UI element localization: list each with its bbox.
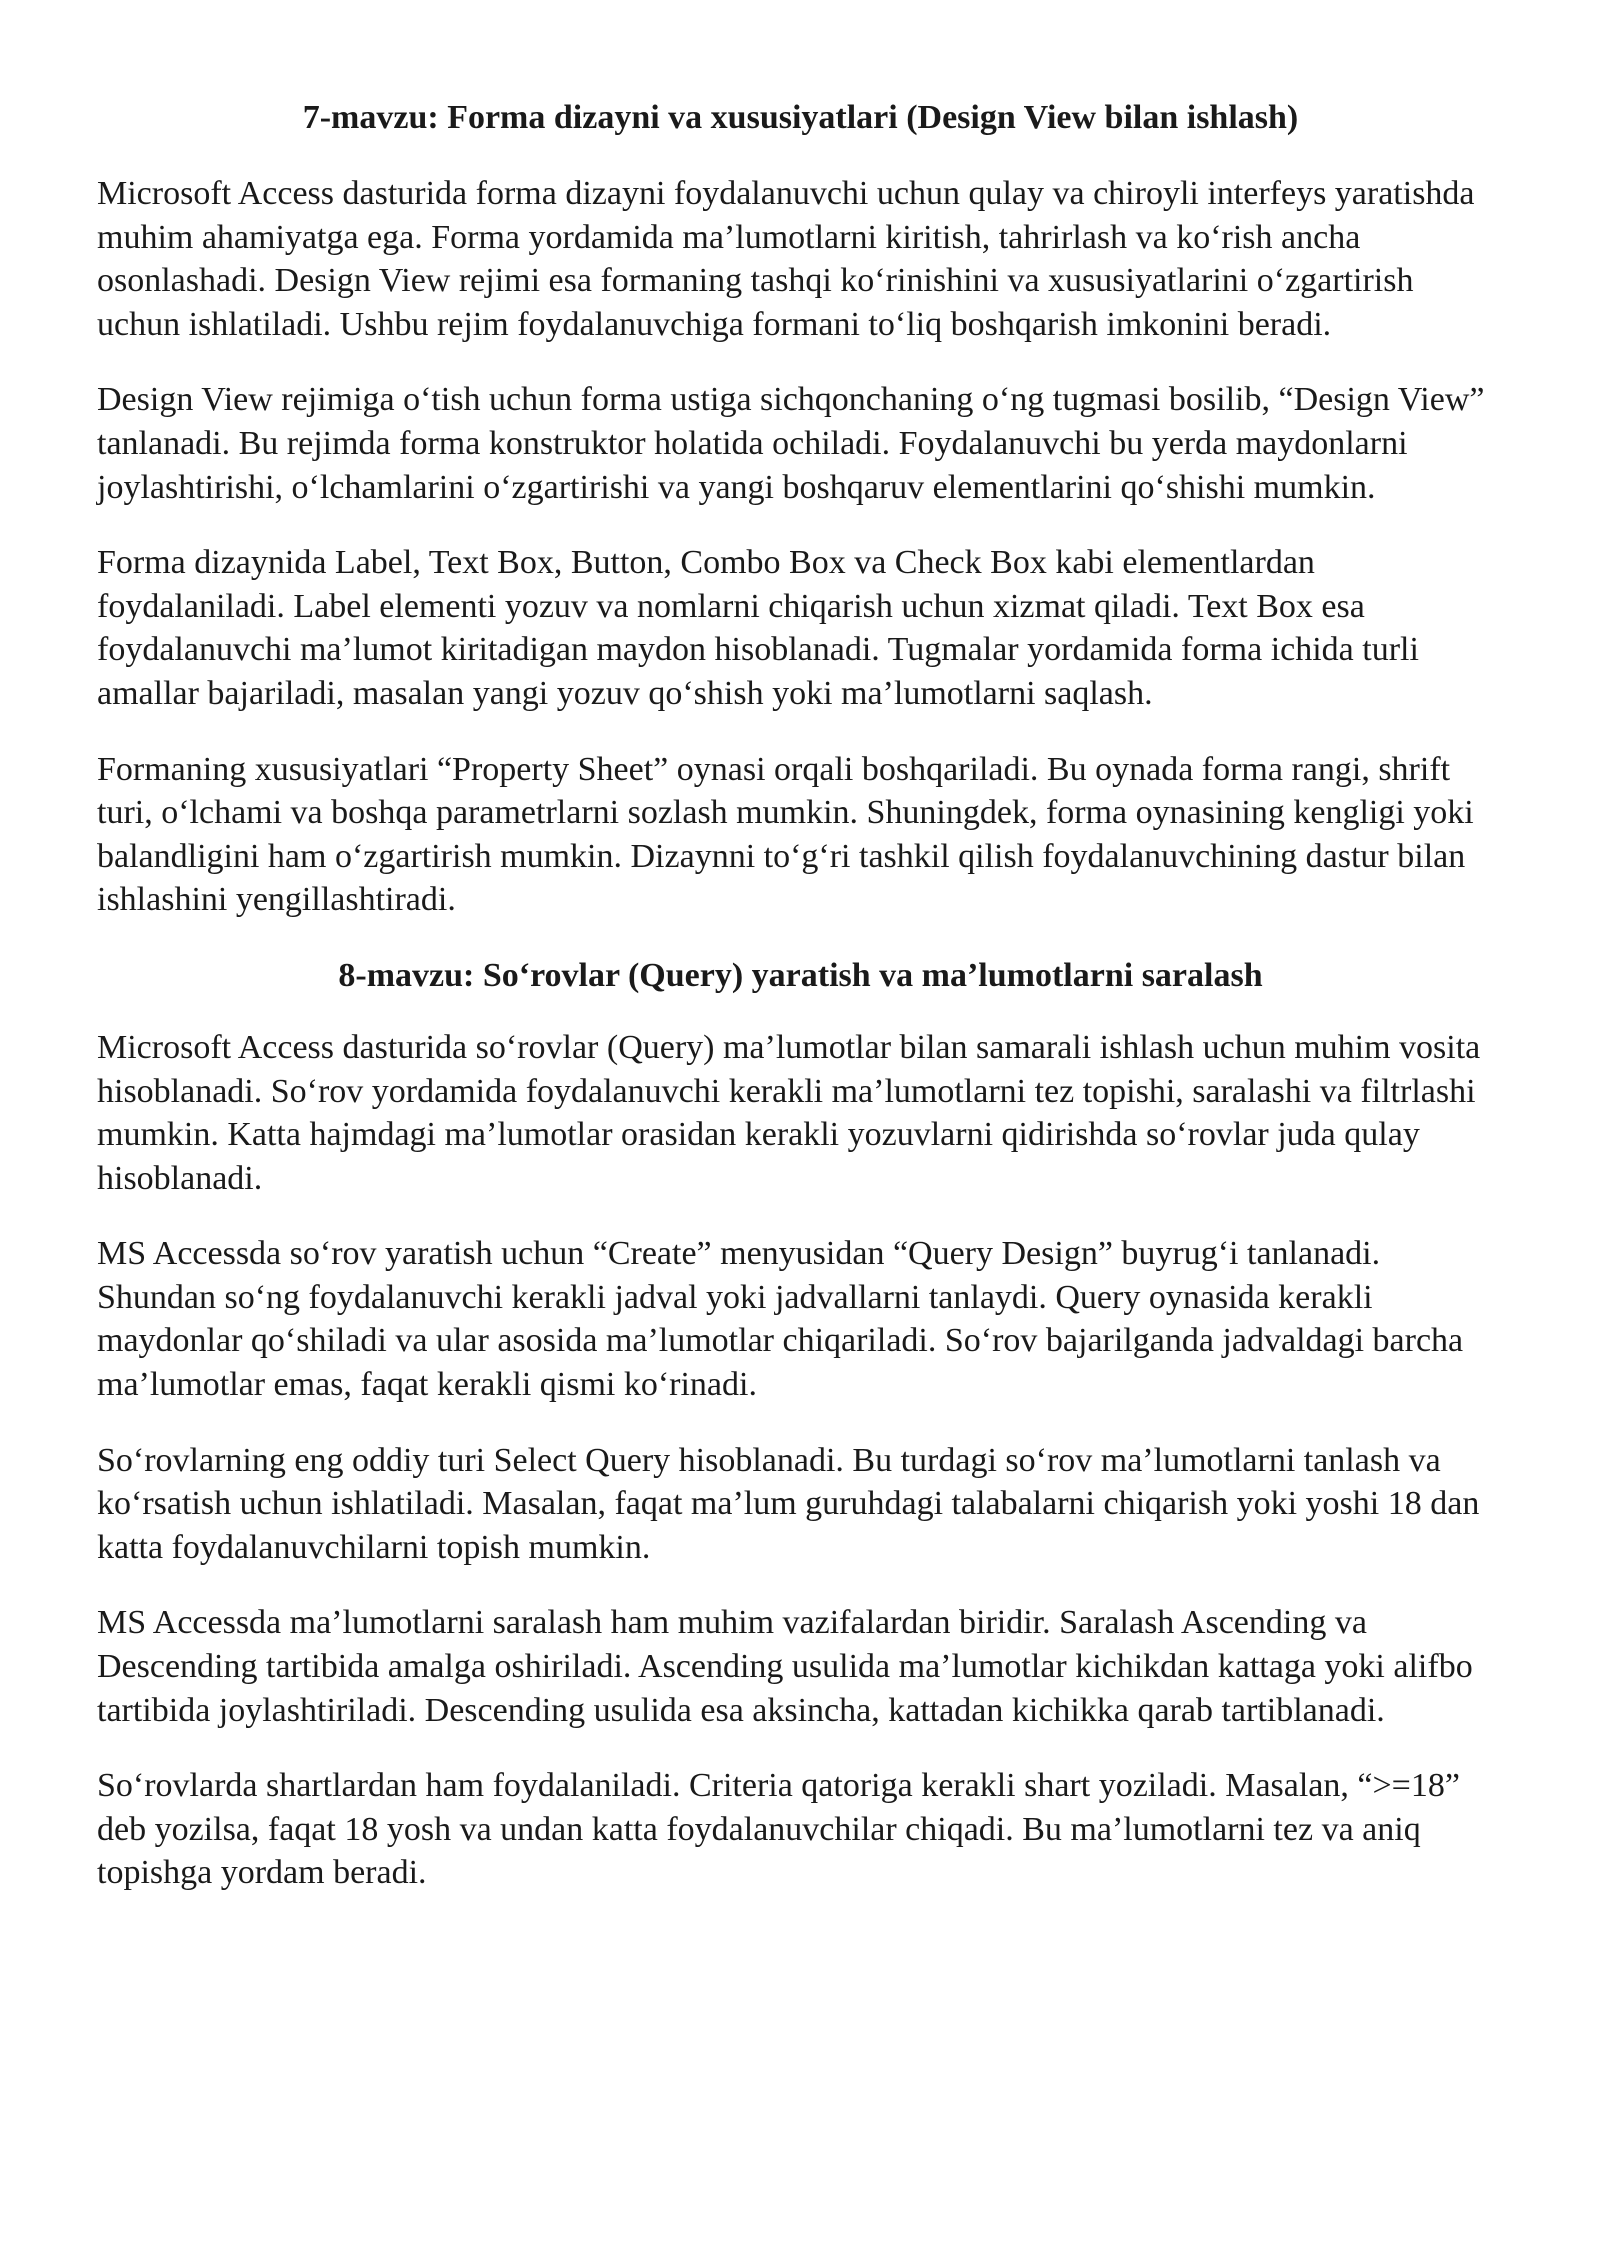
paragraph: So‘rovlarning eng oddiy turi Select Query hisoblanadi. Bu turdagi so‘rov ma’lumotlarni tanlash va ko‘rsatish uchun ishlatiladi. Masalan, faqat ma’lum guruhdagi talabalarni chiqarish yoki yoshi 18 dan katta foydalanuvchilarni topish mumkin. bbox=[97, 1441, 1480, 1566]
paragraph: So‘rovlarda shartlardan ham foydalaniladi. Criteria qatoriga kerakli shart yoziladi. Masalan, “>=18” deb yozilsa, faqat 18 yosh va undan katta foydalanuvchilar chiqadi. Bu ma’lumotlarni tez va aniq topishga yordam beradi. bbox=[97, 1767, 1460, 1892]
paragraph: MS Accessda ma’lumotlarni saralash ham muhim vazifalardan biridir. Saralash Ascending va Descending tartibida amalga oshiriladi. Ascending usulida ma’lumotlar kichikdan kattaga yoki alifbo tartibida joylashtiriladi. Descending usulida esa aksincha, kattadan kichikka qarab tartiblanadi. bbox=[97, 1604, 1473, 1729]
section-heading: 7-mavzu: Forma dizayni va xususiyatlari (Design View bilan ishlash) bbox=[302, 99, 1299, 136]
section-topic-8 bbox=[97, 954, 1504, 1895]
paragraph: Design View rejimiga o‘tish uchun forma ustiga sichqonchaning o‘ng tugmasi bosilib, “Design View” tanlanadi. Bu rejimda forma konstruktor holatida ochiladi. Foydalanuvchi bu yerda maydonlarni joylashtirishi, o‘lchamlarini o‘zgartirishi va yangi boshqaruv elementlarini qo‘shishi mumkin. bbox=[97, 381, 1485, 506]
paragraph: Microsoft Access dasturida so‘rovlar (Query) ma’lumotlar bilan samarali ishlash uchun muhim vosita hisoblanadi. So‘rov yordamida foydalanuvchi kerakli ma’lumotlarni tez topishi, saralashi va filtrlashi mumkin. Katta hajmdagi ma’lumotlar orasidan kerakli yozuvlarni qidirishda so‘rovlar juda qulay hisoblanadi. bbox=[97, 1028, 1481, 1197]
section-topic-7 bbox=[97, 96, 1504, 922]
section-heading: 8-mavzu: So‘rovlar (Query) yaratish va ma’lumotlarni saralash bbox=[338, 956, 1263, 994]
paragraph: Formaning xususiyatlari “Property Sheet” oynasi orqali boshqariladi. Bu oynada forma rangi, shrift turi, o‘lchami va boshqa parametrlarni sozlash mumkin. Shuningdek, forma oynasining kengligi yoki balandligini ham o‘zgartirish mumkin. Dizaynni to‘g‘ri tashkil qilish foydalanuvchining dastur bilan ishlashini yengillashtiradi. bbox=[97, 750, 1474, 919]
paragraph: Forma dizaynida Label, Text Box, Button, Combo Box va Check Box kabi elementlardan foydalaniladi. Label elementi yozuv va nomlarni chiqarish uchun xizmat qiladi. Text Box esa foydalanuvchi ma’lumot kiritadigan maydon hisoblanadi. Tugmalar yordamida forma ichida turli amallar bajariladi, masalan yangi yozuv qo‘shish yoki ma’lumotlarni saqlash. bbox=[97, 544, 1419, 712]
paragraph: Microsoft Access dasturida forma dizayni foydalanuvchi uchun qulay va chiroyli interfeys yaratishda muhim ahamiyatga ega. Forma yordamida ma’lumotlarni kiritish, tahrirlash va ko‘rish ancha osonlashadi. Design View rejimi esa formaning tashqi ko‘rinishini va xususiyatlarini o‘zgartirish uchun ishlatiladi. Ushbu rejim foydalanuvchiga formani to‘liq boshqarish imkonini beradi. bbox=[97, 175, 1475, 343]
paragraph: MS Accessda so‘rov yaratish uchun “Create” menyusidan “Query Design” buyrug‘i tanlanadi. Shundan so‘ng foydalanuvchi kerakli jadval yoki jadvallarni tanlaydi. Query oynasida kerakli maydonlar qo‘shiladi va ular asosida ma’lumotlar chiqariladi. So‘rov bajarilganda jadvaldagi barcha ma’lumotlar emas, faqat kerakli qismi ko‘rinadi. bbox=[97, 1235, 1464, 1404]
